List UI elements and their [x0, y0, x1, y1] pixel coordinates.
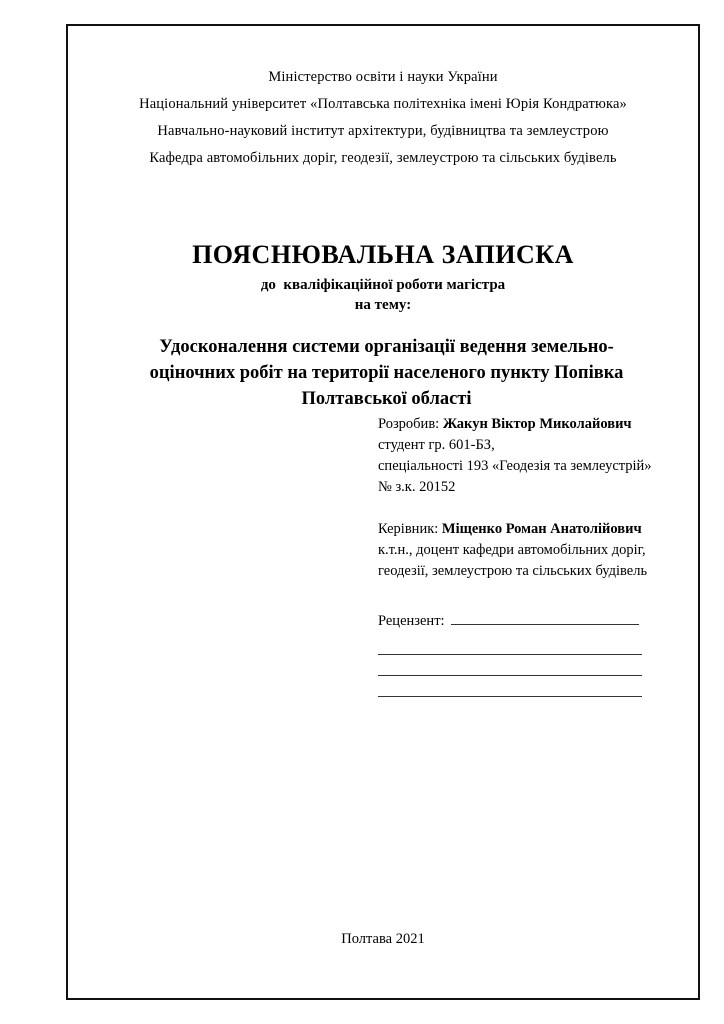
- reviewer-row: [378, 613, 668, 634]
- author-role-label: Розробив:: [378, 416, 440, 432]
- reviewer-blank-line: [378, 675, 642, 676]
- ministry-line: Міністерство освіти і науки України: [268, 69, 498, 85]
- author-block: [378, 414, 668, 498]
- page-content-area: [68, 26, 698, 998]
- document-subtitle: до кваліфікаційної роботи магістра: [260, 277, 506, 293]
- reviewer-signature-line: [451, 624, 639, 625]
- author-role-row: [378, 414, 668, 435]
- footer-place-year: Полтава 2021: [341, 931, 425, 947]
- university-line: Національний університет «Полтавська політехніка імені Юрія Кондратюка»: [139, 96, 627, 112]
- reviewer-blank-line: [378, 654, 642, 655]
- reviewer-blank-line: [378, 696, 642, 697]
- department-line: Кафедра автомобільних доріг, геодезії, землеустрою та сільських будівель: [149, 150, 617, 166]
- advisor-degree-line-2: геодезії, землеустрою та сільських будівель: [378, 563, 648, 579]
- institution-header: [68, 64, 698, 172]
- advisor-block: [378, 519, 668, 582]
- reviewer-label: Рецензент:: [378, 613, 445, 629]
- advisor-name: Міщенко Роман Анатолійович: [441, 521, 642, 537]
- reviewer-block: [378, 613, 668, 697]
- document-title-block: [68, 238, 698, 315]
- author-group: студент гр. 601-БЗ,: [378, 437, 495, 453]
- advisor-degree-line-1: к.т.н., доцент кафедри автомобільних доріг,: [378, 542, 646, 558]
- advisor-role-row: [378, 519, 668, 540]
- author-specialty: спеціальності 193 «Геодезія та землеустрій»: [378, 458, 652, 474]
- document-subtitle-on-topic: на тему:: [354, 297, 412, 313]
- page-border-frame: [66, 24, 700, 1000]
- author-name: Жакун Віктор Миколайович: [442, 416, 632, 432]
- advisor-role-label: Керівник:: [378, 521, 439, 537]
- thesis-topic: Удосконалення системи організації ведення земельно-оціночних робіт на території населеного пункту Попівка Полтавської області: [149, 337, 624, 409]
- institute-line: Навчально-науковий інститут архітектури, будівництва та землеустрою: [157, 123, 609, 139]
- page-title: ПОЯСНЮВАЛЬНА ЗАПИСКА: [192, 240, 574, 269]
- author-record-book-number: № з.к. 20152: [378, 479, 456, 495]
